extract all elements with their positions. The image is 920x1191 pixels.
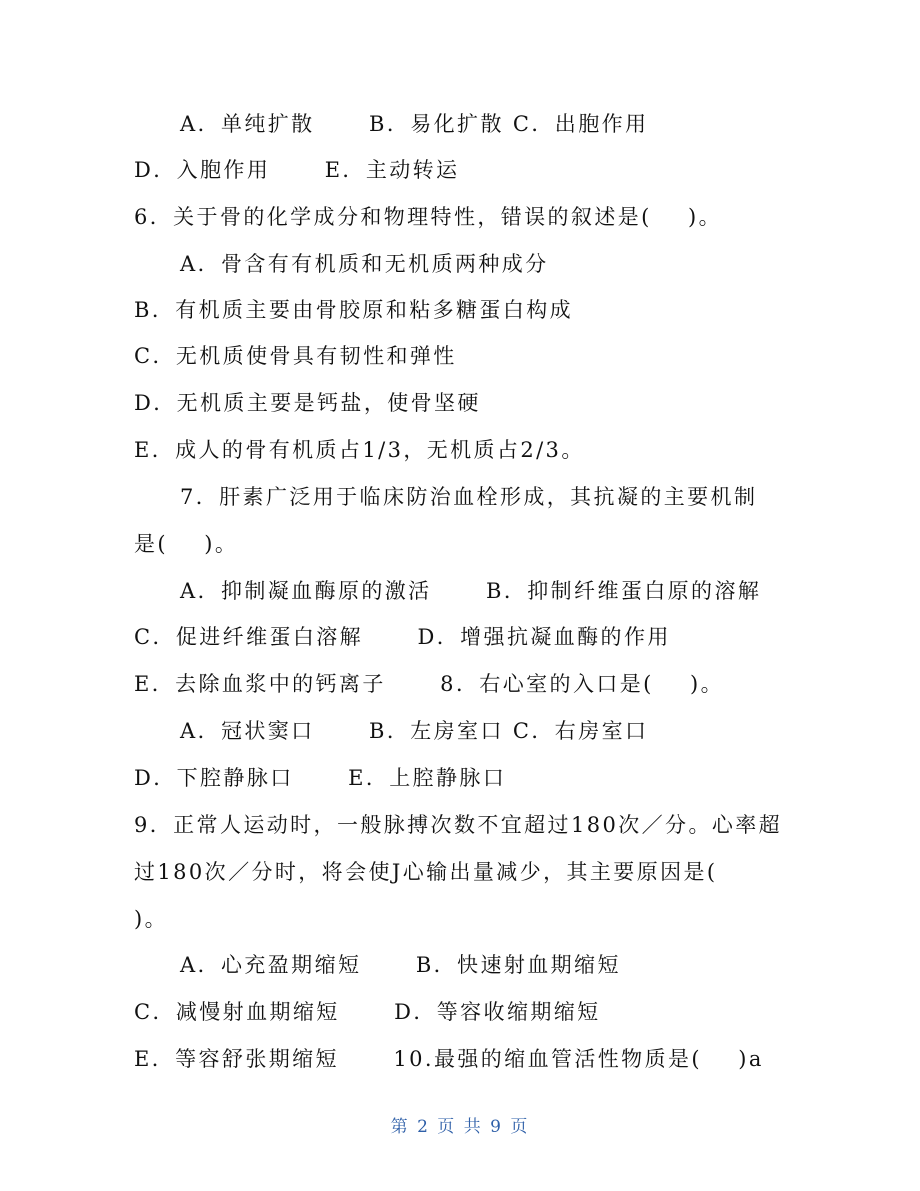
q6-option-a: A．骨含有有机质和无机质两种成分 — [180, 252, 549, 276]
q6-option-b: B．有机质主要由骨胶原和粘多糖蛋白构成 — [134, 298, 574, 322]
q8-options-de: D．下腔静脉口 E．上腔静脉口 — [134, 766, 507, 790]
q6-option-d: D．无机质主要是钙盐，使骨坚硬 — [134, 391, 481, 415]
question-9: 9．正常人运动时，一般脉搏次数不宜超过180次／分。心率超 — [134, 813, 783, 837]
question-9-cont: 过180次／分时，将会使J心输出量减少，其主要原因是( — [134, 860, 718, 884]
q7-options-cd: C．促进纤维蛋白溶解 D．增强抗凝血酶的作用 — [134, 625, 671, 649]
q8-options-abc: A．冠状窦口 B．左房室口 C．右房室口 — [180, 719, 649, 743]
q7-options-ab: A．抑制凝血酶原的激活 B．抑制纤维蛋白原的溶解 — [180, 579, 762, 603]
q9-options-cd: C．减慢射血期缩短 D．等容收缩期缩短 — [134, 1000, 601, 1024]
question-7-cont: 是( )。 — [134, 532, 239, 556]
q6-option-c: C．无机质使骨具有韧性和弹性 — [134, 344, 457, 368]
text-line-2: D．入胞作用 E．主动转运 — [134, 158, 460, 182]
text-line-1: A．单纯扩散 B．易化扩散 C．出胞作用 — [180, 112, 649, 136]
q9-option-e-and-question-10: E．等容舒张期缩短 10.最强的缩血管活性物质是( )a — [134, 1047, 764, 1071]
page-footer: 第 2 页 共 9 页 — [390, 1117, 530, 1137]
q7-option-e-and-question-8: E．去除血浆中的钙离子 8．右心室的入口是( )。 — [134, 672, 725, 696]
question-7: 7．肝素广泛用于临床防治血栓形成，其抗凝的主要机制 — [180, 485, 758, 509]
question-9-end: )。 — [134, 907, 168, 931]
q9-options-ab: A．心充盈期缩短 B．快速射血期缩短 — [180, 953, 621, 977]
question-6: 6．关于骨的化学成分和物理特性，错误的叙述是( )。 — [134, 205, 723, 229]
q6-option-e: E．成人的骨有机质占1/3，无机质占2/3。 — [134, 438, 585, 462]
